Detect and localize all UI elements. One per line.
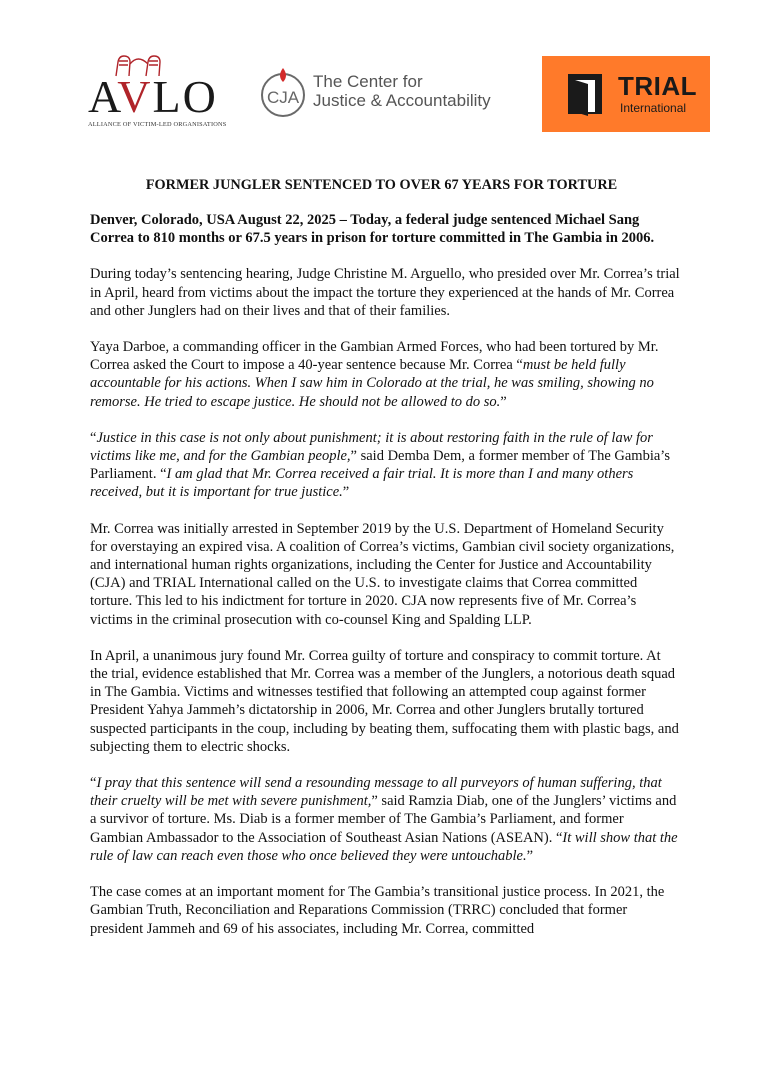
avlo-tagline: ALLIANCE OF VICTIM-LED ORGANISATIONS: [88, 121, 227, 128]
trial-international-logo: [542, 56, 710, 132]
paragraph-arrest-history: Mr. Correa was initially arrested in September 2019 by the U.S. Department of Homeland Security for overstaying an expired visa. A coalition of Correa’s victims, Gambian civil society organizations, and international human rights organizations, including the Center for Justice and Accountability (CJA) and TRIAL International called on the U.S. to investigate claims that Correa committed torture. This led to his indictment for torture in 2020. CJA now represents five of Mr. Correa’s victims in the criminal prosecution with co-counsel King and Spalding LLP.: [90, 520, 675, 628]
trial-subtitle: International: [620, 101, 687, 115]
paragraph-dem-quote: “Justice in this case is not only about punishment; it is about restoring faith in the rule of law for victims like me, and for the Gambian people,” said Demba Dem, a former member of The Gambia’s Parliament. “I am glad that Mr. Correa received a fair trial. It is more than I and many others received, but it is important for true justice.”: [90, 429, 670, 501]
cja-name: [313, 72, 491, 110]
cja-name-line1: The Center for: [313, 72, 423, 91]
lead-paragraph: Denver, Colorado, USA August 22, 2025 – Today, a federal judge sentenced Michael Sang Correa to 810 months or 67.5 years in prison for torture committed in The Gambia in 2006.: [90, 212, 655, 247]
avlo-wordmark: AVLO: [88, 71, 218, 122]
paragraph-transitional-justice: The case comes at an important moment for The Gambia’s transitional justice process. In 2021, the Gambian Truth, Reconciliation and Reparations Commission (TRRC) concluded that former president Jammeh and 69 of his associates, including Mr. Correa, committed: [90, 884, 665, 937]
dem-quote-2: I am glad that Mr. Correa received a fair trial. It is more than I and many others received, but it is important for true justice.: [90, 466, 634, 501]
diab-quote-2: It will show that the rule of law can reach even those who once believed they were untouchable.: [90, 829, 678, 864]
trial-wordmark: TRIAL: [618, 71, 698, 101]
door-icon: [566, 72, 606, 116]
diab-quote-1: I pray that this sentence will send a resounding message to all purveyors of human suffering, that their cruelty will be met with severe punishment,: [90, 775, 662, 810]
press-release-title: FORMER JUNGLER SENTENCED TO OVER 67 YEARS FOR TORTURE: [145, 177, 618, 193]
avlo-logo: [86, 52, 226, 132]
article-body: [90, 211, 680, 956]
paragraph-darboe-quote: Yaya Darboe, a commanding officer in the Gambian Armed Forces, who had been tortured by Mr. Correa asked the Court to impose a 40-year sentence because Mr. Correa “must be held fully accountable for his actions. When I saw him in Colorado at the trial, he was smiling, showing no remorse. He tried to escape justice. He should not be allowed to do so.”: [90, 339, 659, 410]
cja-monogram: CJA: [266, 88, 300, 107]
cja-logo: [258, 66, 520, 120]
paragraph-trial-verdict: In April, a unanimous jury found Mr. Correa guilty of torture and conspiracy to commit torture. At the trial, evidence established that Mr. Correa was a member of the Junglers, a notorious death squad in The Gambia. Victims and witnesses testified that following an attempted coup against former President Yahya Jammeh’s dictatorship in 2006, Mr. Correa and other Junglers brutally tortured suspected participants in the coup, including by beating them, suffocating them with plastic bags, and subjecting them to electric shocks.: [90, 647, 679, 755]
cja-name-line2: Justice & Accountability: [313, 91, 491, 110]
paragraph-diab-quote: “I pray that this sentence will send a resounding message to all purveyors of human suffering, that their cruelty will be met with severe punishment,” said Ramzia Diab, one of the Junglers’ victims and a survivor of torture. Ms. Diab is a former member of The Gambia’s Parliament, and former Gambian Ambassador to the Association of Southeast Asian Nations (ASEAN). “It will show that the rule of law can reach even those who once believed they were untouchable.”: [90, 775, 678, 864]
darboe-quote: must be held fully accountable for his actions. When I saw him in Colorado at the trial, he was smiling, showing no remorse. He tried to escape justice. He should not be allowed to do so.: [90, 357, 654, 410]
paragraph-sentencing-hearing: During today’s sentencing hearing, Judge Christine M. Arguello, who presided over Mr. Correa’s trial in April, heard from victims about the impact the torture they experienced at the hands of Mr. Correa and other Junglers had on their lives and that of their families.: [90, 266, 680, 319]
dem-quote-1: Justice in this case is not only about punishment; it is about restoring faith in the rule of law for victims like me, and for the Gambian people,: [90, 429, 653, 465]
cja-monogram-icon: [258, 66, 308, 120]
